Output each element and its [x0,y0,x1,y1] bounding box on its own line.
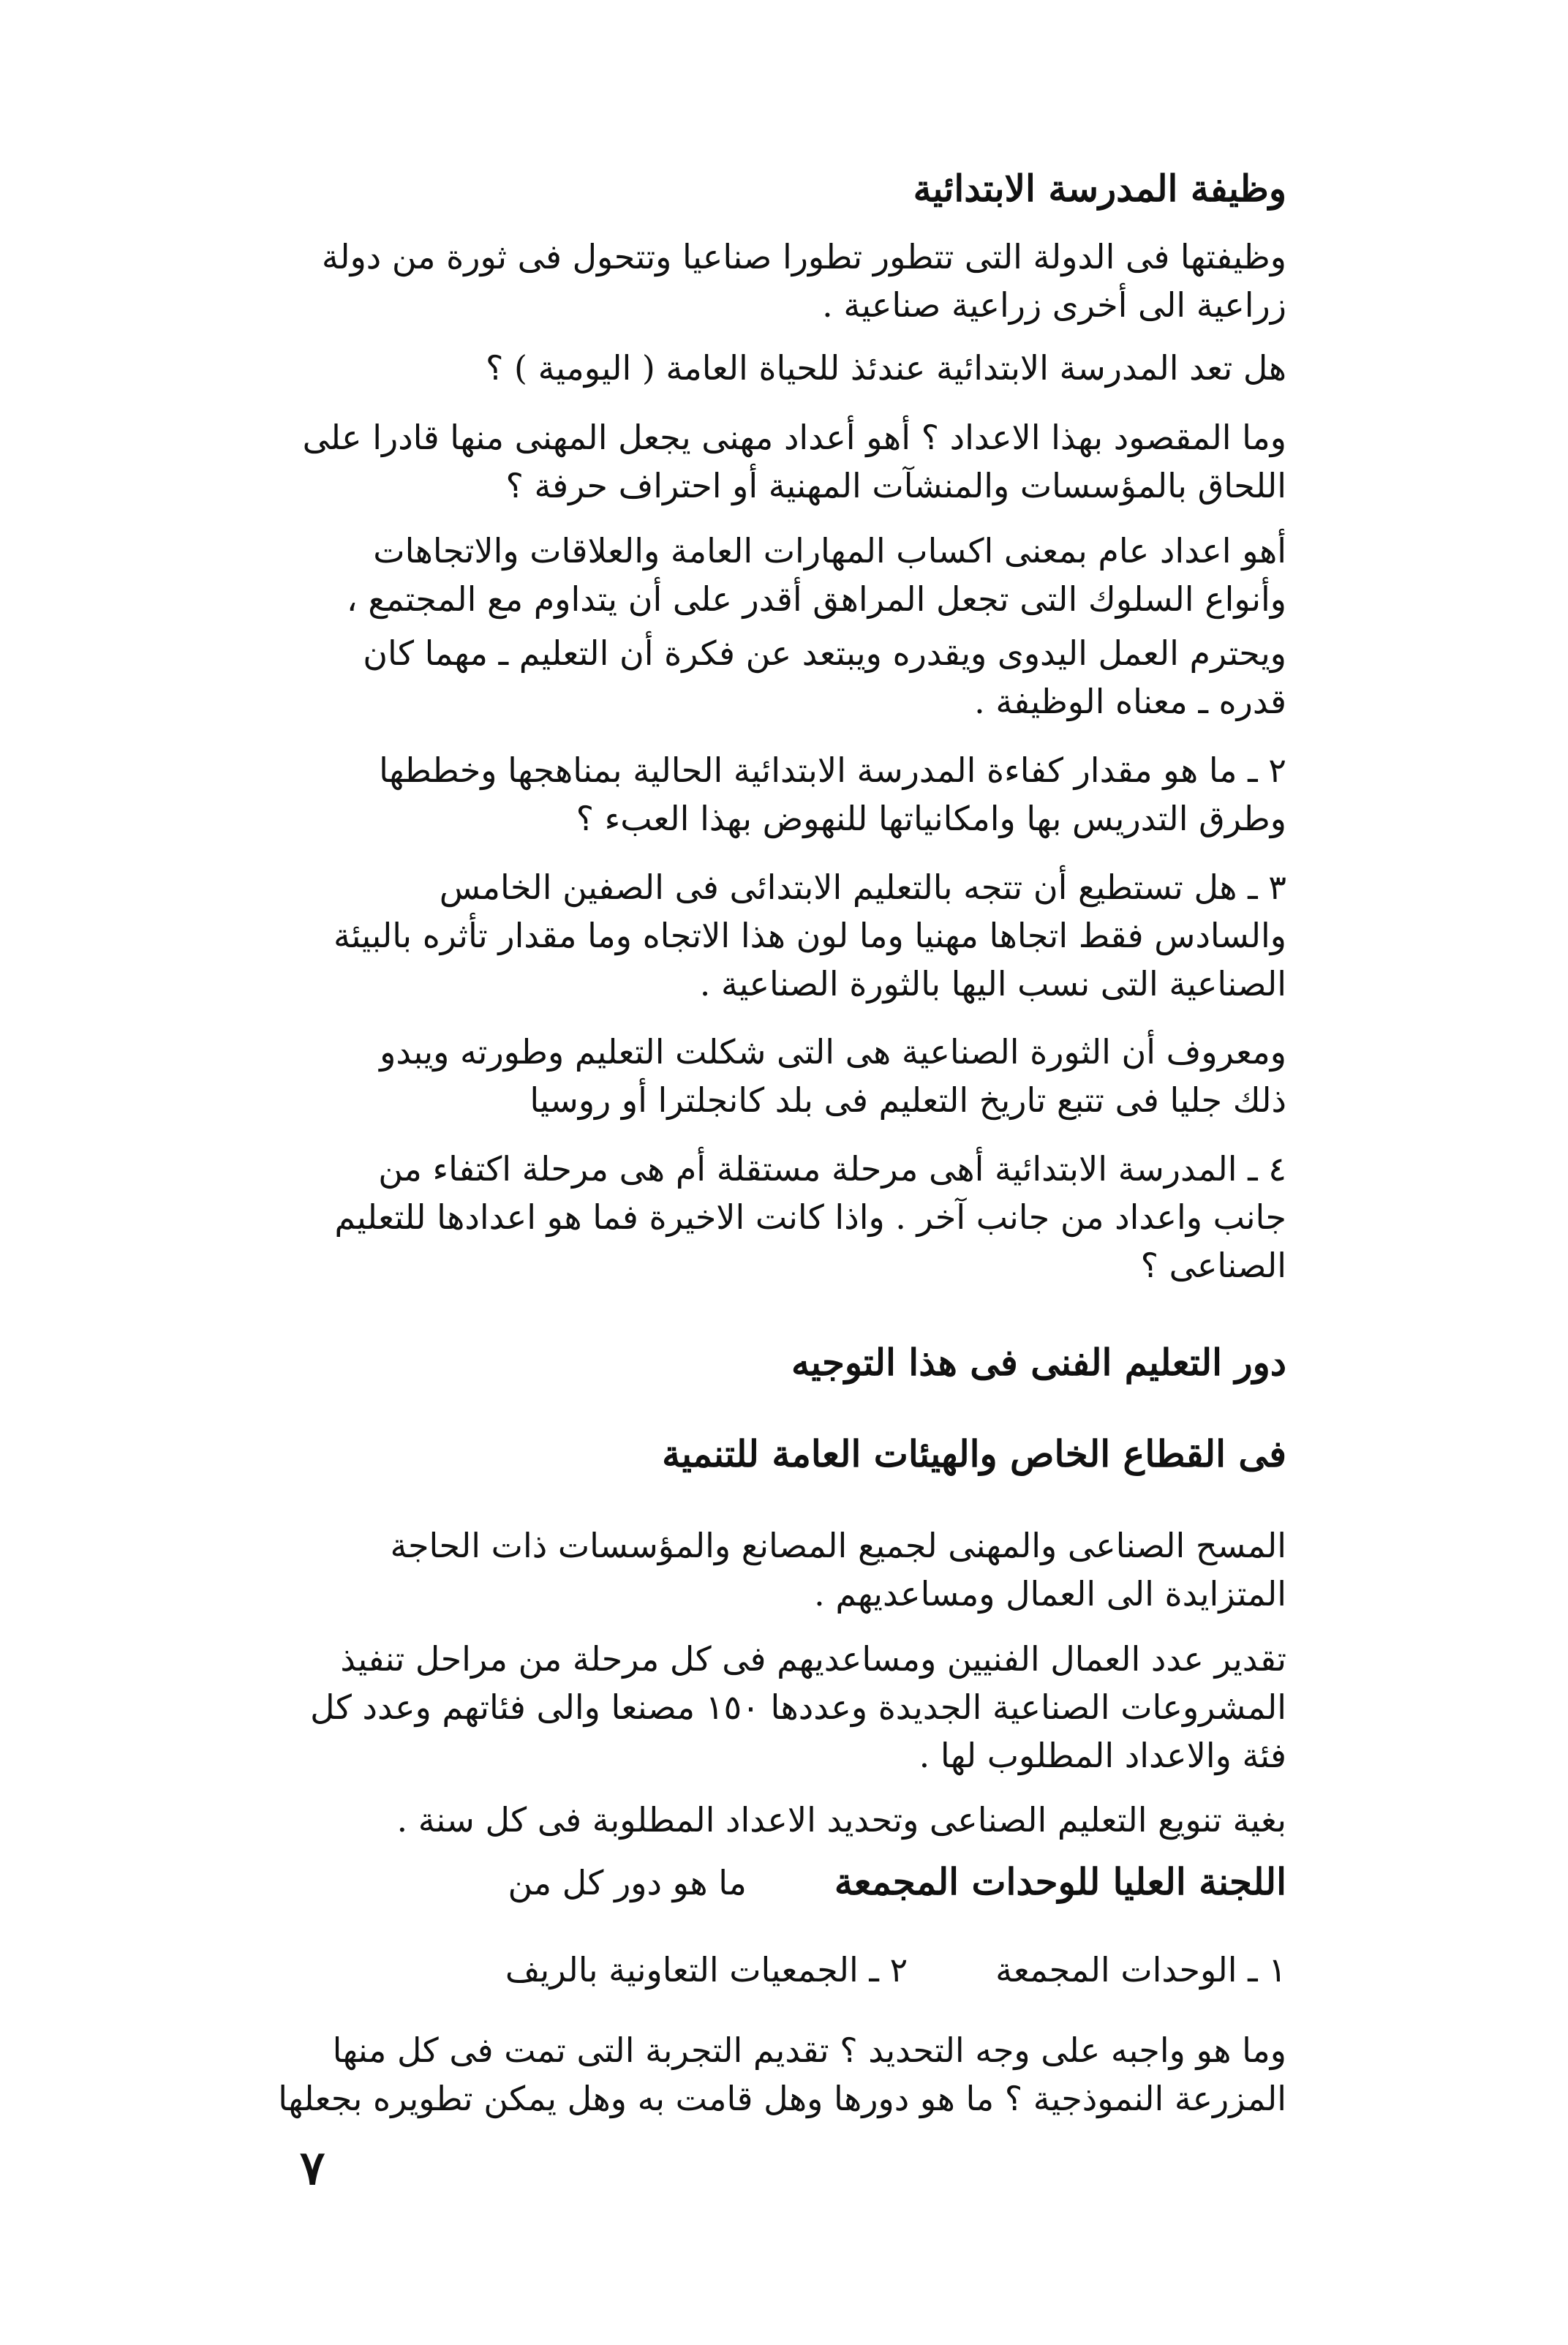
paragraph-question-2 [277,746,1286,843]
text-line: المتزايدة الى العمال ومساعديهم . [814,1574,1286,1614]
paragraph-manual-work [277,629,1286,726]
text-line: المزرعة النموذجية ؟ ما هو دورها وهل قامت به وهل يمكن تطويره بجعلها [278,2079,1286,2118]
text-line: وما المقصود بهذا الاعداد ؟ أهو أعداد مهنى يجعل المهنى منها قادرا على [302,418,1286,457]
heading-technical-education-role: دور التعليم الفنى فى هذا التوجيه [791,1341,1286,1384]
text-line: بغية تنويع التعليم الصناعى وتحديد الاعداد المطلوبة فى كل سنة . [396,1800,1286,1840]
text-line: أهو اعداد عام بمعنى اكساب المهارات العامة والعلاقات والاتجاهات [373,531,1286,571]
text-line: هل تعد المدرسة الابتدائية عندئذ للحياة العامة ( اليومية ) ؟ [486,348,1286,388]
paragraph-diversify-education [277,1796,1286,1844]
text-line: فئة والاعداد المطلوب لها . [919,1736,1286,1775]
text-line: ويحترم العمل اليدوى ويقدره ويبتعد عن فكرة أن التعليم ـ مهما كان [363,633,1286,673]
units-item-1: ١ ـ الوحدات المجمعة [995,1950,1286,1990]
text-line: اللحاق بالمؤسسات والمنشآت المهنية أو احتراف حرفة ؟ [505,466,1286,505]
units-item-2: ٢ ـ الجمعيات التعاونية بالريف [505,1950,908,1990]
text-line: ٤ ـ المدرسة الابتدائية أهى مرحلة مستقلة أم هى مرحلة اكتفاء من [378,1149,1286,1189]
text-line: قدره ـ معناه الوظيفة . [974,682,1286,721]
text-line: المسح الصناعى والمهنى لجميع المصانع والمؤسسات ذات الحاجة [390,1526,1286,1565]
text-line: ٢ ـ ما هو مقدار كفاءة المدرسة الابتدائية الحالية بمناهجها وخططها [379,750,1286,790]
paragraph-question-4 [277,1145,1286,1290]
text-line: جانب واعداد من جانب آخر . واذا كانت الاخيرة فما هو اعدادها للتعليم [334,1197,1286,1237]
units-list [277,1946,1286,1994]
text-line: المشروعات الصناعية الجديدة وعددها ١٥٠ مصنعا والى فئاتهم وعدد كل [310,1687,1286,1727]
paragraph-industrial-survey [277,1521,1286,1618]
text-line: ومعروف أن الثورة الصناعية هى التى شكلت التعليم وطورته ويبدو [380,1032,1286,1072]
paragraph-role-in-industrializing-state [277,233,1286,329]
heading-primary-school-function: وظيفة المدرسة الابتدائية [913,167,1286,210]
paragraph-question-daily-life [277,344,1286,392]
text-line: وطرق التدريس بها وامكانياتها للنهوض بهذا العبء ؟ [576,799,1286,838]
text-line: وأنواع السلوك التى تجعل المراهق أقدر على أن يتداوم مع المجتمع ، [346,579,1286,619]
text-line: وظيفتها فى الدولة التى تتطور تطورا صناعيا وتتحول فى ثورة من دولة [321,237,1286,276]
paragraph-general-prep [277,527,1286,623]
text-line: وما هو واجبه على وجه التحديد ؟ تقديم التجربة التى تمت فى كل منها [332,2030,1286,2070]
text-line: ذلك جليا فى تتبع تاريخ التعليم فى بلد كانجلترا أو روسيا [529,1080,1286,1120]
heading-private-sector: فى القطاع الخاص والهيئات العامة للتنمية [662,1432,1286,1475]
text-line: زراعية الى أخرى زراعية صناعية . [822,285,1286,325]
text-line: ٣ ـ هل تستطيع أن تتجه بالتعليم الابتدائى فى الصفين الخامس [439,867,1286,907]
text-line: الصناعية التى نسب اليها بالثورة الصناعية . [699,964,1286,1004]
text-line: الصناعى ؟ [1140,1246,1286,1285]
paragraph-industrial-revolution [277,1028,1286,1124]
committee-row [277,1858,1286,1907]
paragraph-duties [277,2026,1286,2123]
paragraph-worker-estimate [277,1635,1286,1780]
committee-question: ما هو دور كل من [508,1863,747,1902]
paragraph-question-3 [277,863,1286,1008]
page-number: ٧ [300,2141,325,2196]
paragraph-question-vocational-prep [277,413,1286,510]
committee-title: اللجنة العليا للوحدات المجمعة [834,1860,1286,1903]
text-line: تقدير عدد العمال الفنيين ومساعديهم فى كل مرحلة من مراحل تنفيذ [340,1639,1286,1679]
text-line: والسادس فقط اتجاها مهنيا وما لون هذا الاتجاه وما مقدار تأثره بالبيئة [333,916,1286,955]
